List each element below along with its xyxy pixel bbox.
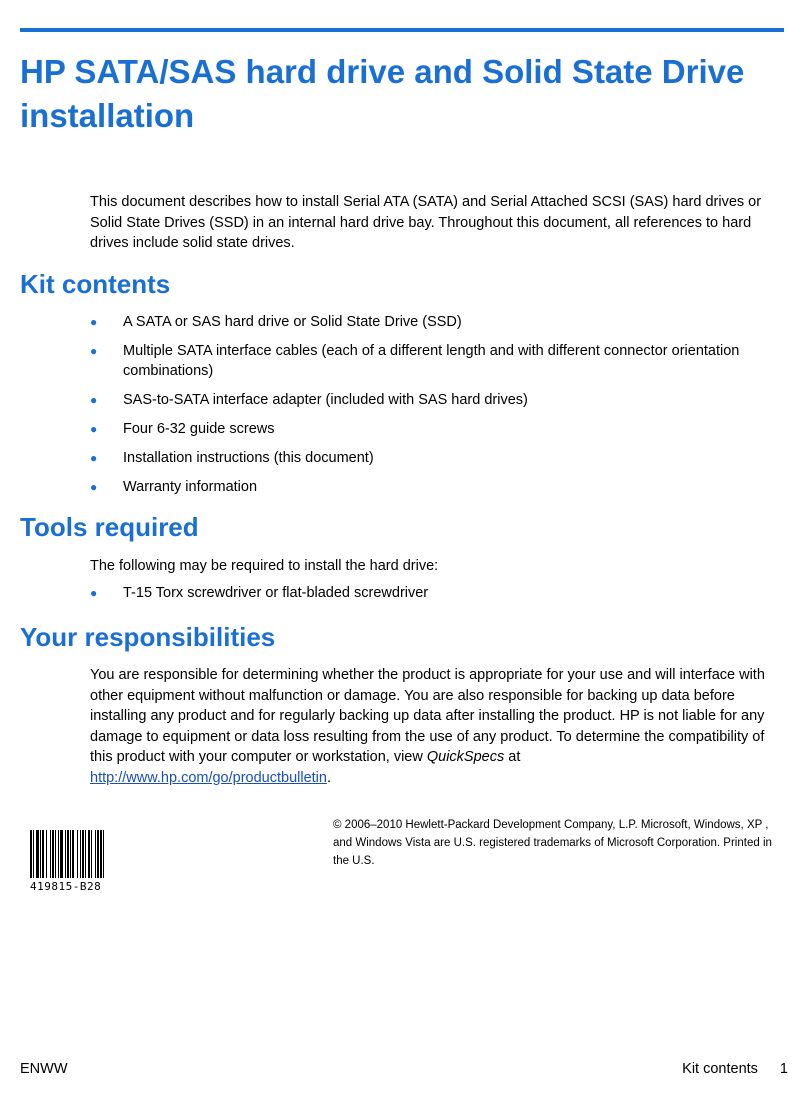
barcode-bar (85, 830, 86, 878)
tools-intro: The following may be required to install the hard drive: (90, 558, 439, 574)
barcode-bar (103, 830, 104, 878)
list-item: ● Installation instructions (this document) (90, 450, 374, 466)
list-item: ● A SATA or SAS hard drive or Solid State Drive (SSD) (90, 314, 462, 330)
barcode-bar (72, 830, 74, 878)
bullet-icon: ● (90, 422, 98, 436)
page-title: HP SATA/SAS hard drive and Solid State Drive installation (20, 53, 745, 134)
barcode-bar (58, 830, 59, 878)
list-item: ● SAS-to-SATA interface adapter (included with SAS hard drives) (90, 392, 528, 408)
page-number: 1 (779, 1061, 788, 1077)
barcode-bar (52, 830, 54, 878)
barcode-number: 419815-B28 (30, 880, 102, 893)
footer-section (682, 1061, 788, 1077)
barcode-bar (60, 830, 63, 878)
barcode-bar (100, 830, 102, 878)
list-item: ● Four 6-32 guide screws (90, 421, 275, 437)
barcode-bar (65, 830, 66, 878)
intro-paragraph: This document describes how to install Serial ATA (SATA) and Serial Attached SCSI (SAS) hard drives or Solid State Drives (SSD) in an internal hard drive bay. Throughout this document, all references to hard drives include solid state drives. (90, 194, 762, 251)
bullet-icon: ● (90, 480, 98, 494)
barcode-bar (80, 830, 81, 878)
list-item: ● Warranty information (90, 479, 258, 495)
barcode-bar (97, 830, 99, 878)
copyright-notice: © 2006–2010 Hewlett-Packard Development Company, L.P. Microsoft, Windows, XP , and Windows Vista are U.S. registered trademarks of Microsoft Corporation. Printed in the U.S. (333, 819, 772, 867)
barcode-bar (91, 830, 92, 878)
bullet-icon: ● (90, 586, 98, 600)
barcode-bar (30, 830, 32, 878)
barcode-bar (46, 830, 47, 878)
barcode-bar (82, 830, 84, 878)
barcode-bar (36, 830, 39, 878)
bullet-icon: ● (90, 451, 98, 465)
kit-contents-list (90, 312, 780, 506)
barcode-bar (42, 830, 44, 878)
kit-contents-heading: Kit contents (20, 269, 171, 299)
tools-required-heading: Tools required (20, 512, 199, 542)
product-bulletin-link[interactable]: http://www.hp.com/go/productbulletin (90, 769, 327, 786)
barcode-bar (88, 830, 90, 878)
barcode-bar (55, 830, 56, 878)
top-rule (20, 28, 784, 32)
bullet-icon: ● (90, 393, 98, 407)
barcode-bar (50, 830, 51, 878)
barcode (30, 830, 130, 878)
bullet-icon: ● (90, 344, 98, 358)
responsibilities-paragraph: You are responsible for determining whether the product is appropriate for your use and will interface with other equipment without malfunction or damage. You are also responsible for backing up data before installing any product and for regularly backing up data after installing the product. HP is not liable for any damage to equipment or data loss resulting from the use of any product. To determine the compatibility of this product with your computer or workstation, view QuickSpecs at http://www.hp.com/go/productbulletin. (90, 667, 765, 786)
tools-list (90, 583, 780, 612)
bullet-icon: ● (90, 315, 98, 329)
barcode-bar (33, 830, 34, 878)
barcode-bar (77, 830, 78, 878)
list-item: ● T-15 Torx screwdriver or flat-bladed screwdriver (90, 585, 429, 601)
responsibilities-heading: Your responsibilities (20, 622, 276, 652)
barcode-bar (40, 830, 41, 878)
footer-doc-id: ENWW (20, 1061, 68, 1077)
list-item: ● Multiple SATA interface cables (each of a different length and with different connector orientation combinations) (90, 343, 740, 379)
barcode-bar (95, 830, 96, 878)
footer-section-name: Kit contents (682, 1061, 758, 1077)
barcode-bar (70, 830, 71, 878)
barcode-bar (67, 830, 69, 878)
